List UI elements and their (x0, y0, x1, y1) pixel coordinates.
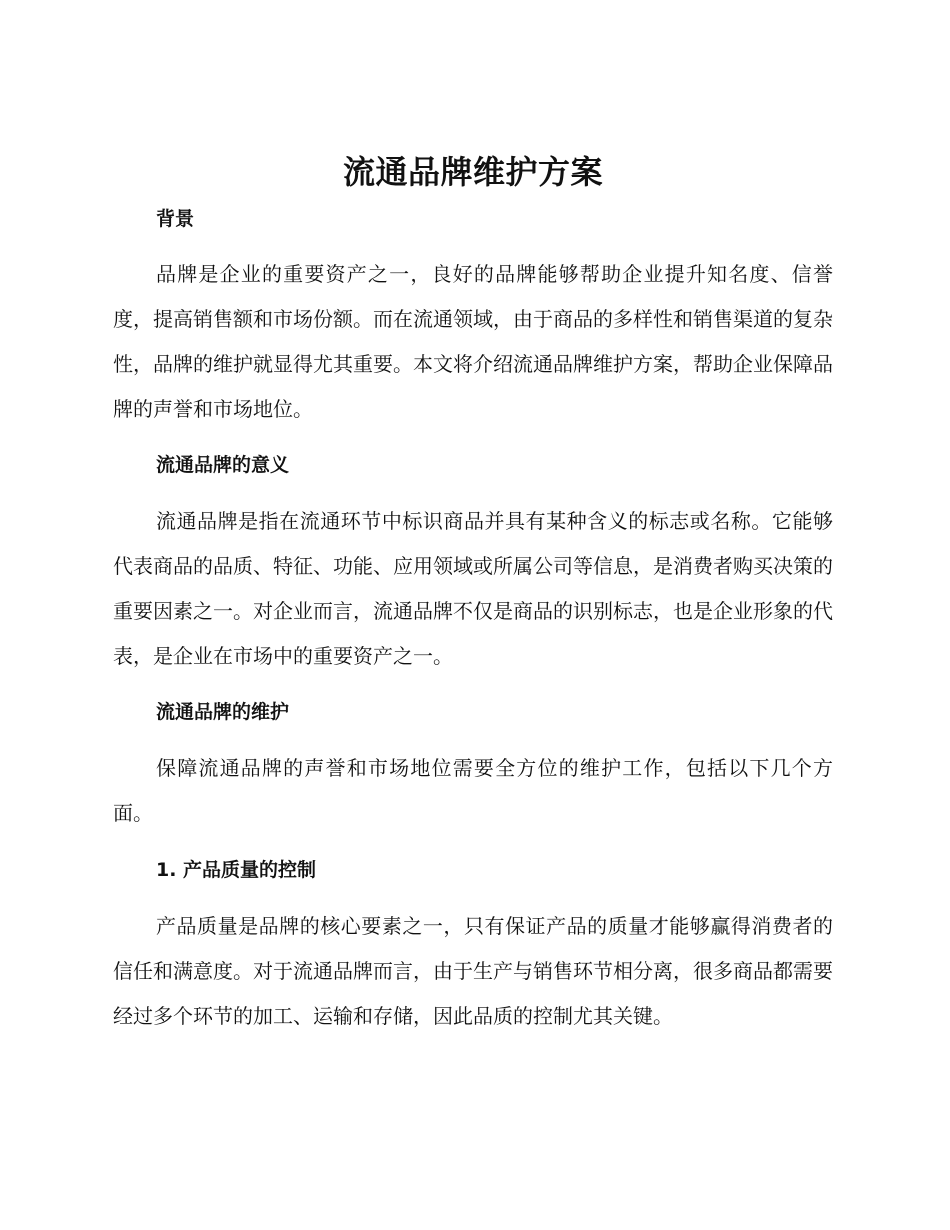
section-heading-background: 背景 (156, 208, 195, 230)
document-title: 流通品牌维护方案 (342, 153, 603, 191)
paragraph-maintenance: 保障流通品牌的声誉和市场地位需要全方位的维护工作，包括以下几个方面。 (113, 756, 833, 825)
section-heading-significance: 流通品牌的意义 (156, 454, 290, 476)
document-body (113, 148, 833, 1039)
section-heading-maintenance: 流通品牌的维护 (156, 701, 290, 723)
paragraph-background: 品牌是企业的重要资产之一，良好的品牌能够帮助企业提升知名度、信誉度，提高销售额和市场份额。而在流通领域，由于商品的多样性和销售渠道的复杂性，品牌的维护就显得尤其重要。本文将介绍流通品牌维护方案，帮助企业保障品牌的声誉和市场地位。 (113, 262, 833, 421)
section-heading-quality-control: 1. 产品质量的控制 (156, 859, 317, 881)
paragraph-quality-control: 产品质量是品牌的核心要素之一，只有保证产品的质量才能够赢得消费者的信任和满意度。对于流通品牌而言，由于生产与销售环节相分离，很多商品都需要经过多个环节的加工、运输和存储，因此品质的控制尤其关键。 (113, 914, 833, 1028)
paragraph-significance: 流通品牌是指在流通环节中标识商品并具有某种含义的标志或名称。它能够代表商品的品质、特征、功能、应用领域或所属公司等信息，是消费者购买决策的重要因素之一。对企业而言，流通品牌不仅是商品的识别标志，也是企业形象的代表，是企业在市场中的重要资产之一。 (113, 509, 833, 668)
